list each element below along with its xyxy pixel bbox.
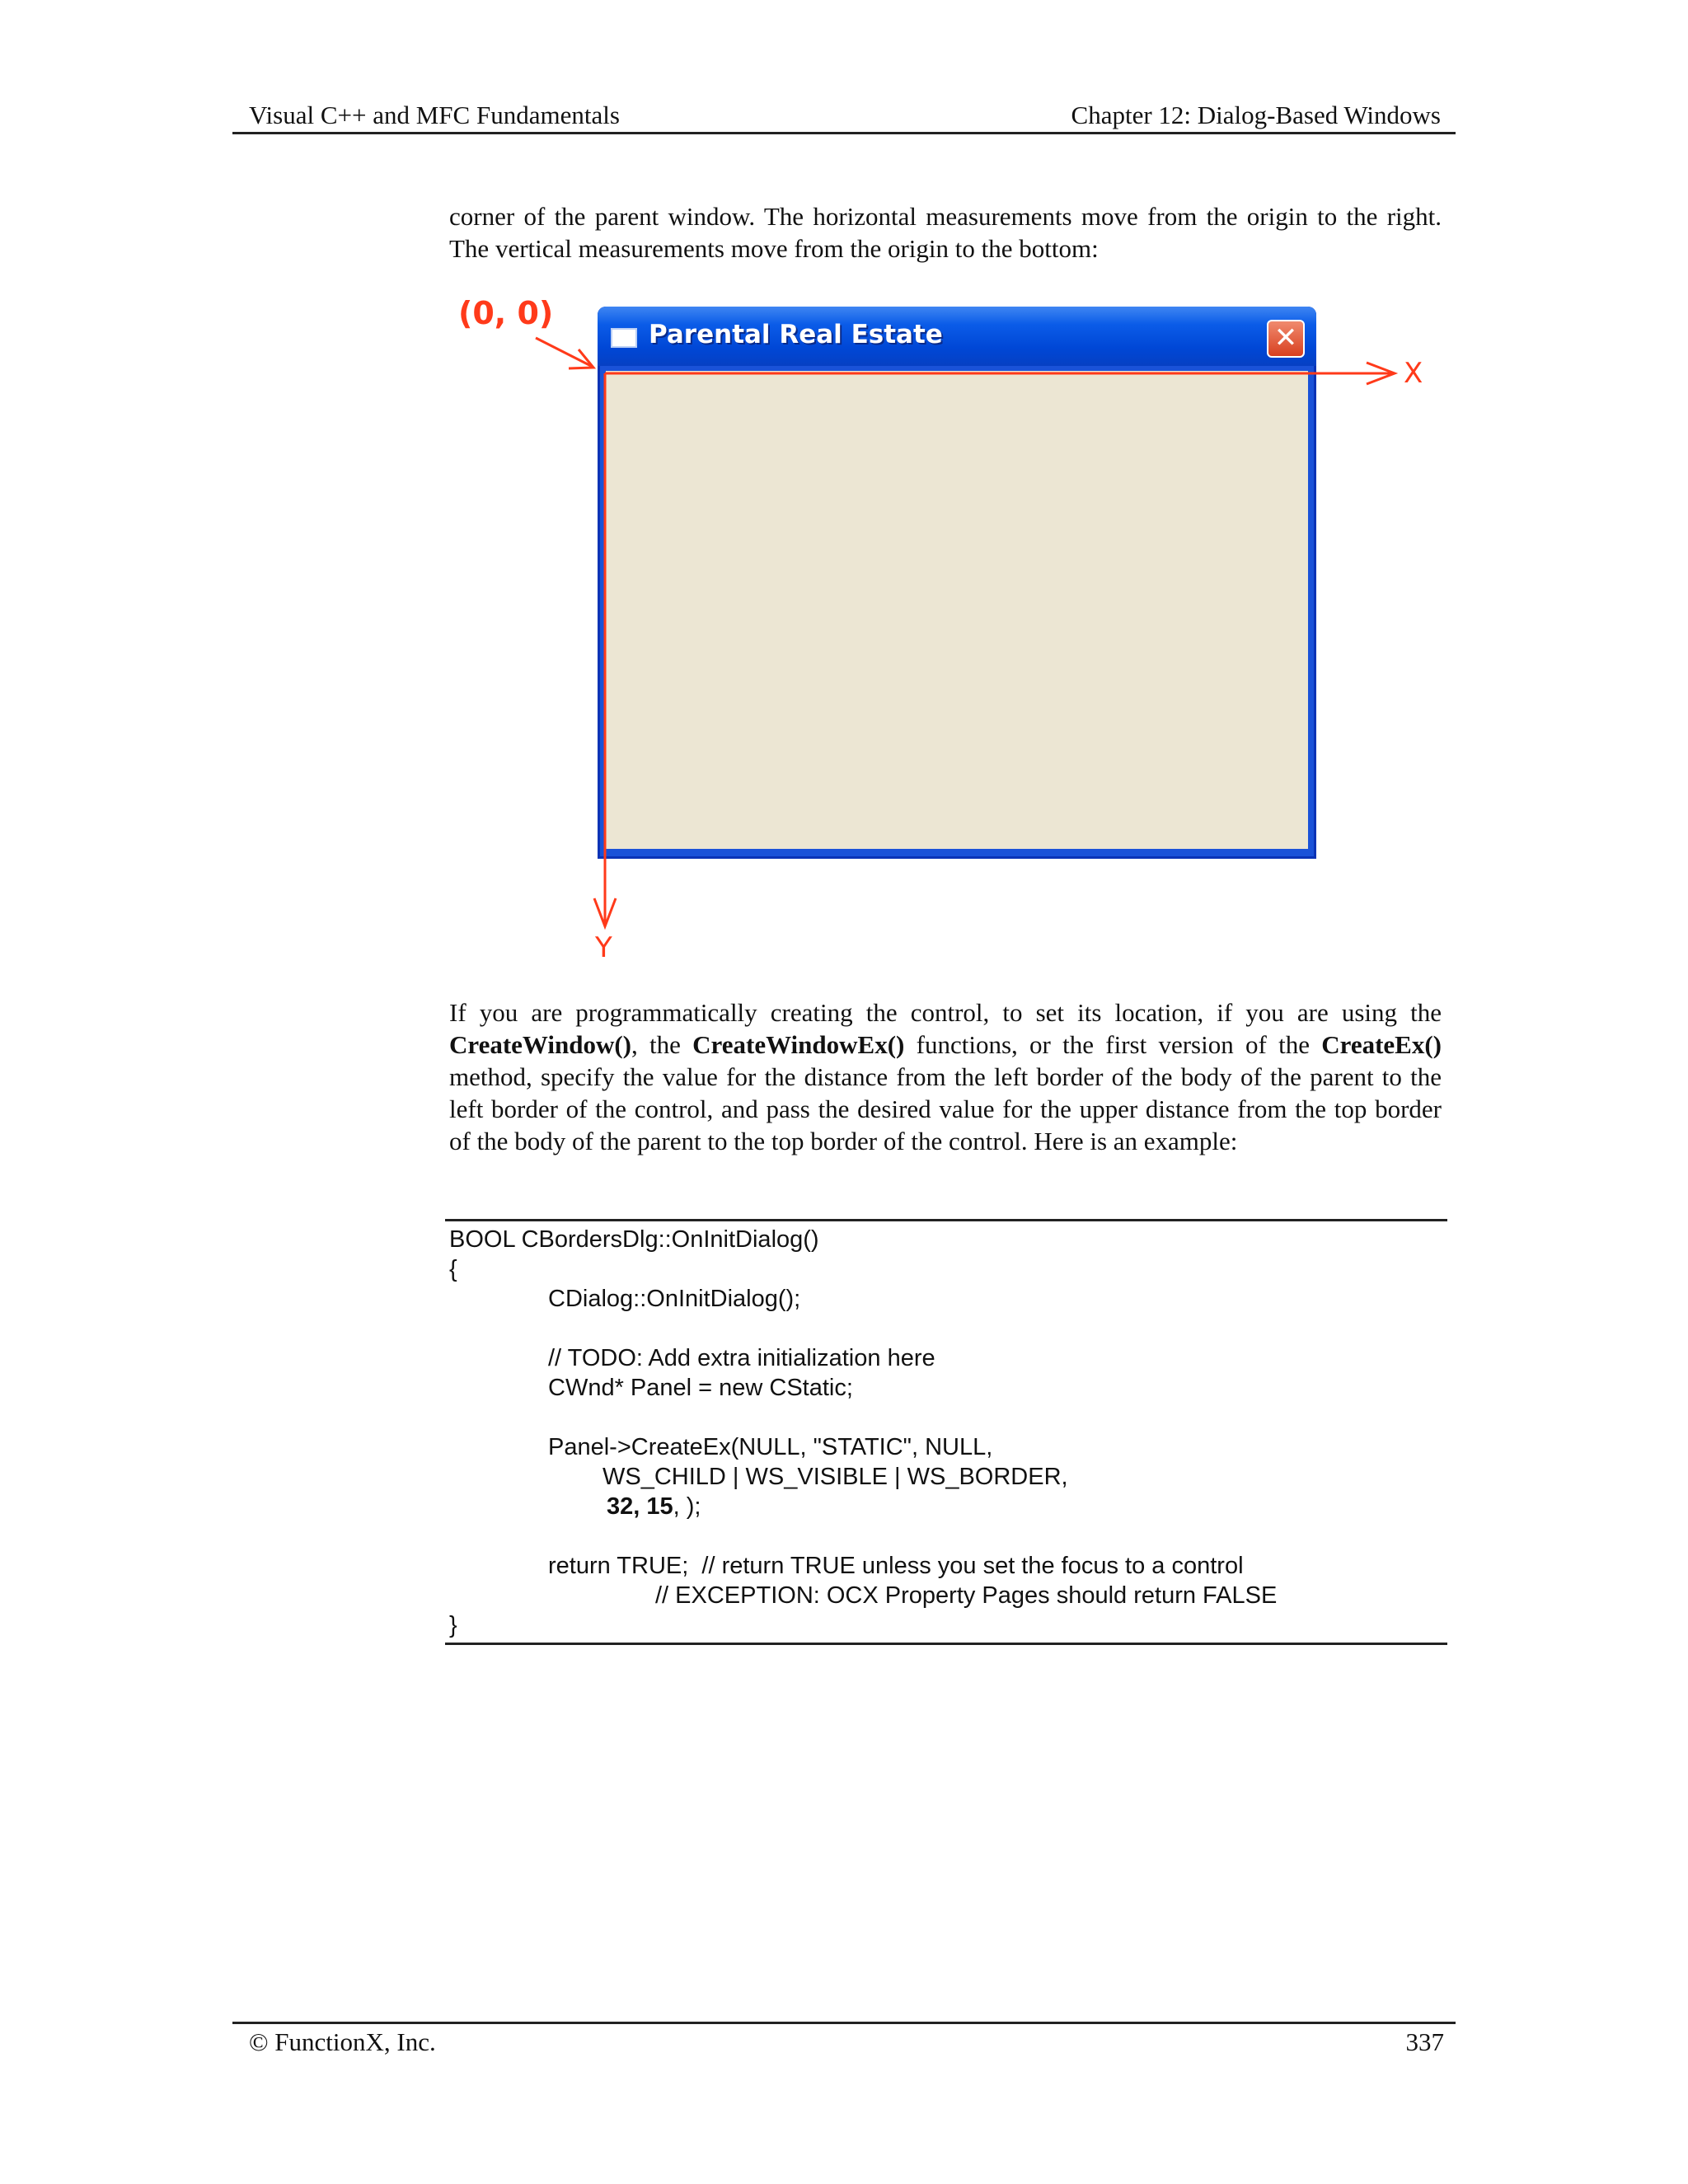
x-axis-arrow	[605, 363, 1395, 384]
coordinate-axes	[0, 0, 1688, 989]
createex-term: CreateEx()	[1321, 1030, 1442, 1059]
code-line-5: CWnd* Panel = new CStatic;	[548, 1375, 853, 1401]
paragraph-text: , the	[631, 1030, 693, 1059]
code-line-6: Panel->CreateEx(NULL, "STATIC", NULL,	[548, 1434, 993, 1460]
paragraph-text: method, specify the value for the distance from the left border of the body of the parent to the left border of the control, and pass the desired value for the upper distance from the top border of the body of the parent to the top border of the control. Here is an example:	[449, 1062, 1442, 1155]
code-line-8	[607, 1493, 701, 1521]
code-line-7: WS_CHILD | WS_VISIBLE | WS_BORDER,	[603, 1464, 1068, 1490]
code-line-3: CDialog::OnInitDialog();	[548, 1286, 801, 1312]
createwindowex-term: CreateWindowEx()	[692, 1030, 905, 1059]
y-axis-arrow	[594, 373, 616, 926]
code-line-11: }	[449, 1612, 457, 1638]
close-icon: ✕	[1267, 320, 1305, 358]
code-bottom-rule	[445, 1643, 1447, 1645]
createwindow-term: CreateWindow()	[449, 1030, 631, 1059]
code-text: , );	[673, 1493, 701, 1520]
paragraph-text: If you are programmatically creating the control, to set its location, if you are using the	[449, 998, 1442, 1027]
intro-paragraph: corner of the parent window. The horizontal measurements move from the origin to the right. The vertical measurements move from the origin to the bottom:	[449, 202, 1442, 263]
body-paragraph	[449, 996, 1442, 1157]
code-top-rule	[445, 1219, 1447, 1221]
code-line-1: BOOL CBordersDlg::OnInitDialog()	[449, 1226, 819, 1253]
origin-arrow	[536, 338, 593, 368]
paragraph-text: functions, or the first version of the	[904, 1030, 1322, 1059]
origin-label: (0, 0)	[458, 295, 554, 331]
code-line-2: {	[449, 1256, 457, 1282]
window-title: Parental Real Estate	[649, 320, 943, 349]
code-coordinates: 32, 15	[607, 1493, 673, 1520]
footer-copyright: © FunctionX, Inc.	[249, 2027, 436, 2056]
code-line-4: // TODO: Add extra initialization here	[548, 1345, 935, 1371]
code-line-10: // EXCEPTION: OCX Property Pages should return FALSE	[655, 1582, 1278, 1609]
page-number: 337	[1405, 2027, 1444, 2056]
running-header-title: Visual C++ and MFC Fundamentals	[249, 101, 620, 129]
running-header-chapter: Chapter 12: Dialog-Based Windows	[1071, 101, 1441, 129]
x-axis-label: X	[1404, 357, 1423, 390]
footer-rule	[232, 2022, 1456, 2024]
y-axis-label: Y	[595, 931, 612, 964]
code-line-9: return TRUE; // return TRUE unless you set the focus to a control	[548, 1553, 1244, 1579]
